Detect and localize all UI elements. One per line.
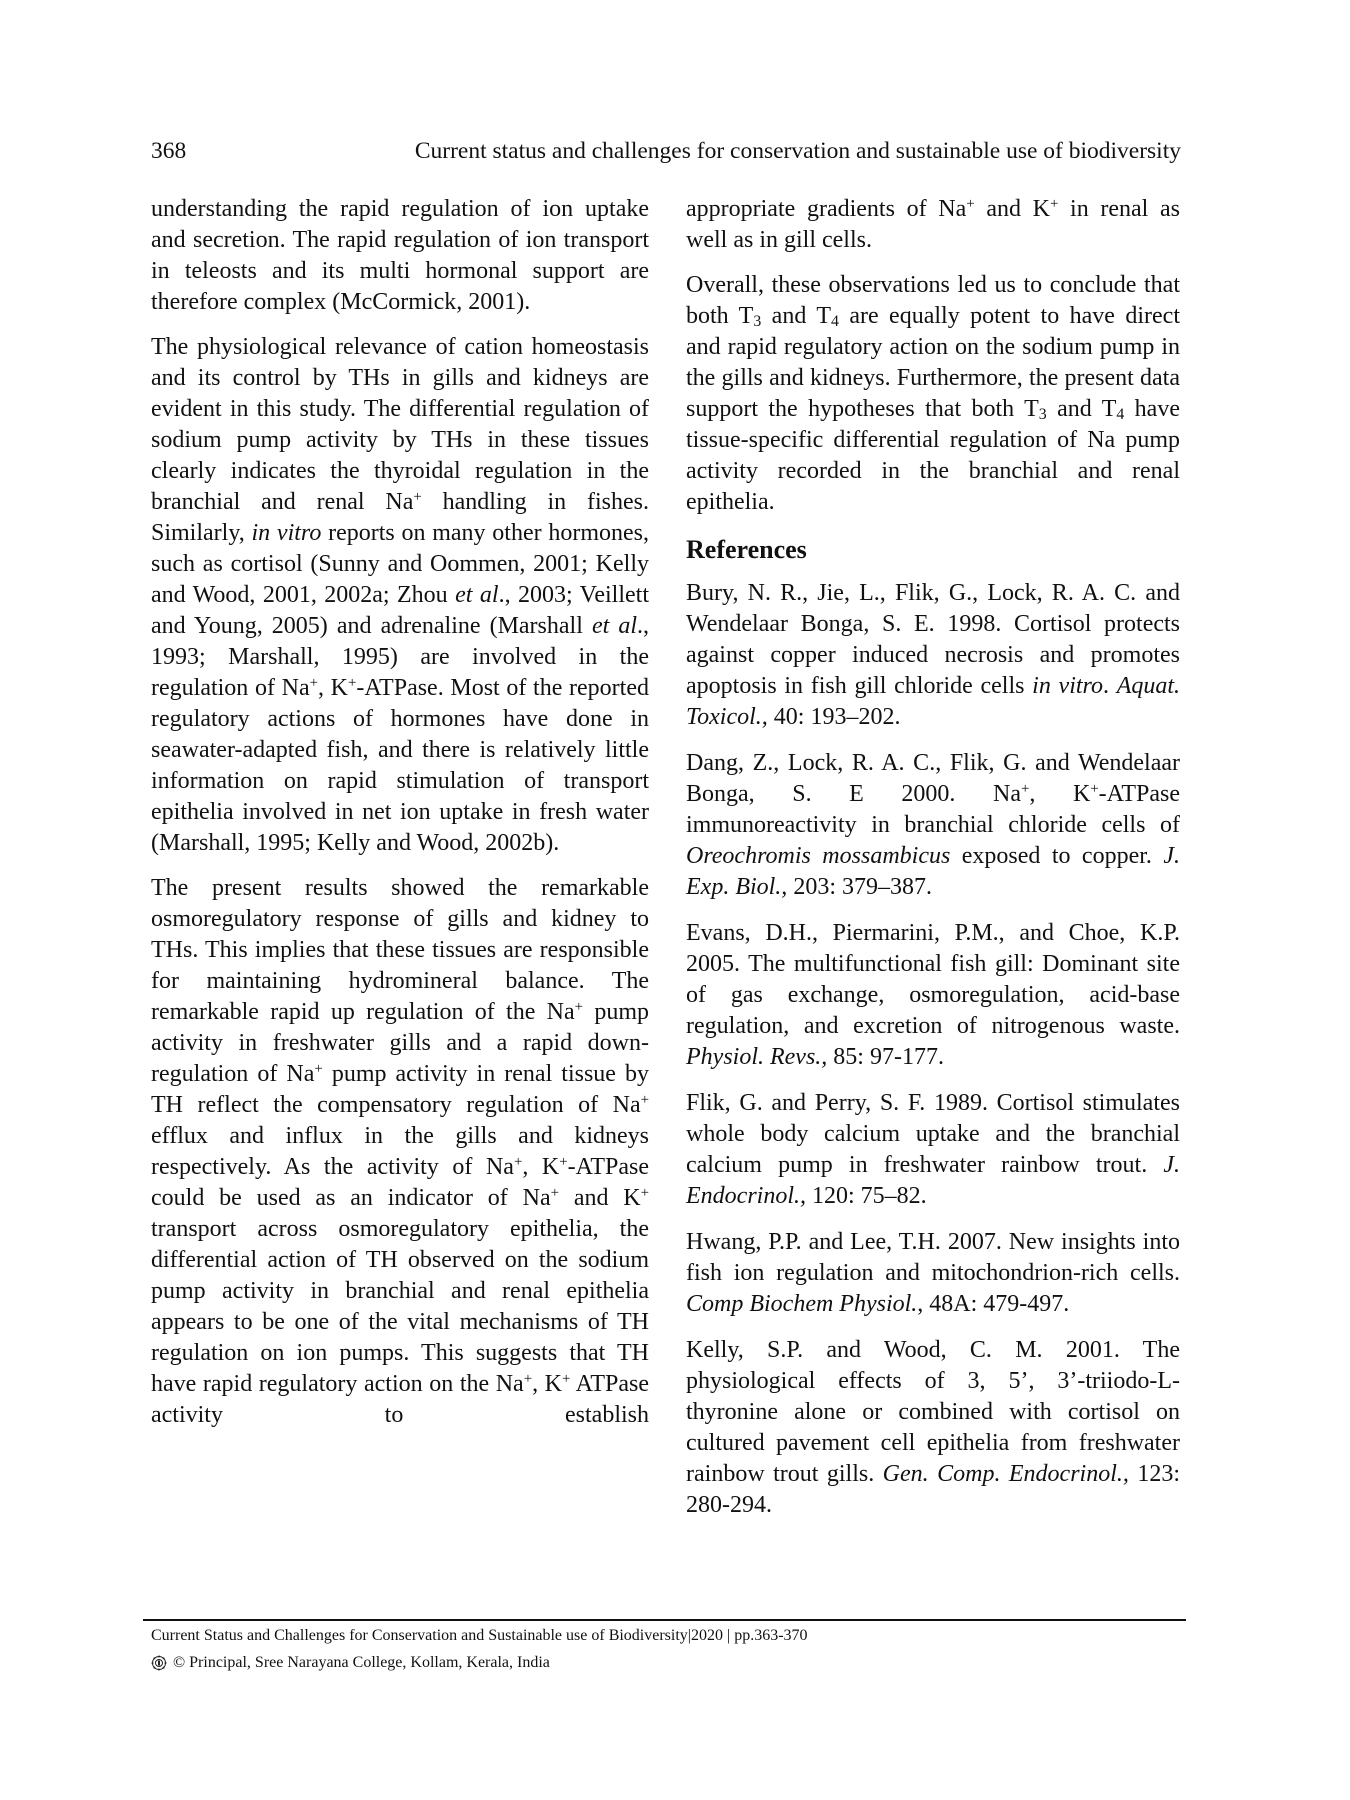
body-paragraph: The physiological relevance of cation homeostasis and its control by THs in gills and kidneys are evident in this study. The differential regulation of sodium pump activity by THs in these tissues clearly indicates the thyroidal regulation in the branchial and renal Na+ handling in fishes. Similarly, in vitro reports on many other hormones, such as cortisol (Sunny and Oommen, 2001; Kelly and Wood, 2001, 2002a; Zhou et al., 2003; Veillett and Young, 2005) and adrenaline (Marshall et al., 1993; Marshall, 1995) are involved in the regulation of Na+, K+-ATPase. Most of the reported regulatory actions of hormones have done in seawater-adapted fish, and there is relatively little information on rapid stimulation of transport epithelia involved in net ion uptake in fresh water (Marshall, 1995; Kelly and Wood, 2002b). xyxy=(151,334,650,856)
footer-divider xyxy=(143,1619,1186,1621)
reference-entry: Kelly, S.P. and Wood, C. M. 2001. The physiological effects of 3, 5’, 3’-triiodo-L-thyronine alone or combined with cortisol on cultured pavement cell epithelia from freshwater rainbow trout gills. Gen. Comp. Endocrinol., 123: 280-294. xyxy=(686,1337,1181,1518)
reference-entry: Evans, D.H., Piermarini, P.M., and Choe, K.P. 2005. The multifunctional fish gill: Dominant site of gas exchange, osmoregulation, acid-base regulation, and excretion of nitrogenous waste. Physiol. Revs., 85: 97-177. xyxy=(686,920,1180,1070)
college-emblem-icon xyxy=(151,1655,167,1671)
reference-entry: Hwang, P.P. and Lee, T.H. 2007. New insights into fish ion regulation and mitochondrion-rich cells. Comp Biochem Physiol., 48A: 479-497. xyxy=(686,1229,1180,1317)
running-head-title: Current status and challenges for conservation and sustainable use of biodiversity xyxy=(414,138,1181,164)
footer-copyright xyxy=(151,1653,550,1673)
right-column xyxy=(686,194,1180,1536)
left-column xyxy=(151,194,649,1445)
body-paragraph: Overall, these observations led us to conclude that both $T_3$ and $T_4$ are equally potent to have direct and rapid regulatory action on the sodium pump in the gills and kidneys. Furthermore, the present data support the hypotheses that both $T_3$ and $T_4$ have tissue-specific differential regulation of Na pump activity recorded in the branchial and renal epithelia. xyxy=(686,272,1180,515)
footer-copyright-text: © Principal, Sree Narayana College, Kollam, Kerala, India xyxy=(173,1654,550,1671)
footer-journal-citation: Current Status and Challenges for Conservation and Sustainable use of Biodiversity|2020 | pp.363-370 xyxy=(151,1627,808,1644)
running-head xyxy=(151,136,1181,166)
body-paragraph: understanding the rapid regulation of ion uptake and secretion. The rapid regulation of ion transport in teleosts and its multi hormonal support are therefore complex (McCormick, 2001). xyxy=(151,196,649,315)
body-paragraph: appropriate gradients of Na+ and K+ in renal as well as in gill cells. xyxy=(686,195,1180,253)
reference-entry: Flik, G. and Perry, S. F. 1989. Cortisol stimulates whole body calcium uptake and the branchial calcium pump in freshwater rainbow trout. J. Endocrinol., 120: 75–82. xyxy=(686,1090,1180,1209)
reference-entry: Bury, N. R., Jie, L., Flik, G., Lock, R. A. C. and Wendelaar Bonga, S. E. 1998. Cortisol protects against copper induced necrosis and promotes apoptosis in fish gill chloride cells in vitro. Aquat. Toxicol., 40: 193–202. xyxy=(686,580,1181,730)
reference-entry: Dang, Z., Lock, R. A. C., Flik, G. and Wendelaar Bonga, S. E 2000. Na+, K+-ATPase immunoreactivity in branchial chloride cells of Oreochromis mossambicus exposed to copper. J. Exp. Biol., 203: 379–387. xyxy=(686,750,1180,900)
body-paragraph: The present results showed the remarkable osmoregulatory response of gills and kidney to THs. This implies that these tissues are responsible for maintaining hydromineral balance. The remarkable rapid up regulation of the Na+ pump activity in freshwater gills and a rapid down-regulation of Na+ pump activity in renal tissue by TH reflect the compensatory regulation of Na+ efflux and influx in the gills and kidneys respectively. As the activity of Na+, K+-ATPase could be used as an indicator of Na+ and K+ transport across osmoregulatory epithelia, the differential action of TH observed on the sodium pump activity in branchial and renal epithelia appears to be one of the vital mechanisms of TH regulation on ion pumps. This suggests that TH have rapid regulatory action on the Na+, K+ ATPase activity to establish xyxy=(151,875,650,1428)
page-number: 368 xyxy=(151,138,187,164)
references-heading: References xyxy=(686,535,807,564)
